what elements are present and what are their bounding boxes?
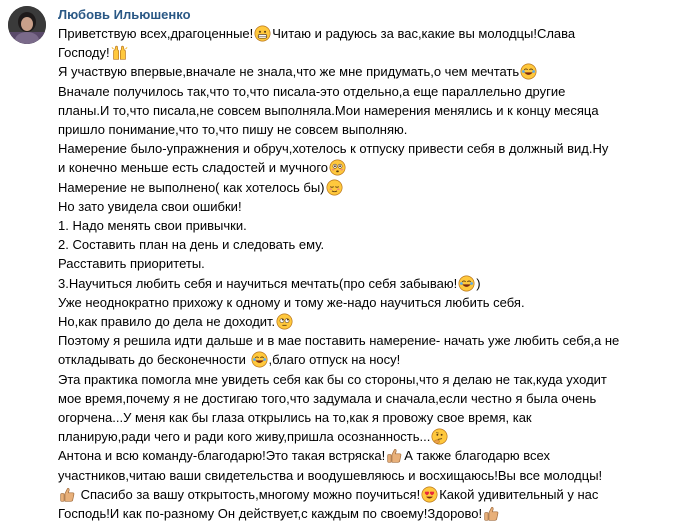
post-line [58, 101, 683, 120]
post-line [58, 370, 683, 389]
post-text-segment: Какой удивительный у нас [439, 486, 599, 502]
post-line [58, 120, 683, 139]
post-text-segment: Приветствую всех,драгоценные! [58, 26, 254, 41]
relieved-emoji-icon [326, 179, 343, 196]
post-line [58, 312, 683, 331]
post-text-segment: мое время,почему я не достигаю того,что задумала и сначала,если честно я была очень [58, 390, 597, 406]
post-text-segment: Эта практика помогла мне увидеть себя как бы со стороны,что я делаю не так,куда уходит [58, 371, 607, 387]
post-line [58, 408, 683, 427]
avatar-photo [8, 6, 46, 44]
post-line [58, 139, 683, 158]
thumbs-up-emoji-icon [386, 447, 403, 464]
thumbs-up-emoji-icon [483, 505, 500, 522]
post-text-segment: Намерение не выполнено( как хотелось бы) [58, 179, 325, 195]
post-text-segment: планирую,ради чего и ради кого живу,пришла осознанность... [58, 429, 431, 445]
author-name[interactable]: Любовь Ильюшенко [58, 7, 191, 22]
post-text-segment: пришло понимание,что то,что пишу не совсем выполняю. [58, 122, 408, 138]
grin-emoji-icon [254, 25, 271, 42]
post-text-segment: участников,читаю ваши свидетельства и воодушевляюсь и восхищаюсь!Вы все молодцы! [58, 467, 603, 483]
post-text-segment: ,благо отпуск на носу! [268, 352, 401, 368]
thinking-emoji-icon [431, 428, 448, 445]
post-text-segment: 2. Составить план на день и следовать ему. [58, 237, 325, 253]
post-text-segment: А также благодарю всех [404, 448, 551, 464]
post-text-segment: Читаю и радуюсь за вас,какие вы молодцы!Слава [272, 26, 576, 41]
post-line [58, 197, 683, 216]
post-text-segment: Но зато увидела свои ошибки! [58, 198, 242, 214]
joy-emoji-icon [520, 63, 537, 80]
post-line [58, 24, 683, 43]
post-text-segment: 3.Научиться любить себя и научиться мечтать(про себя забываю! [58, 275, 458, 291]
post-text-segment: Но,как правило до дела не доходит. [58, 314, 276, 330]
post-line [58, 427, 683, 446]
post-line [58, 178, 683, 197]
post-text-segment: Вначале получилось так,что то,что писала-это отдельно,а еще параллельно другие [58, 83, 566, 99]
raised-hands-emoji-icon [111, 44, 128, 61]
post-text-segment: Спасибо за вашу открытость,многому можно поучиться! [77, 486, 421, 502]
post-text-segment: ) [476, 275, 481, 291]
thumbs-up-emoji-icon [59, 486, 76, 503]
post-text-segment: откладывать до бесконечности [58, 352, 250, 368]
post-text-segment: Уже неоднократно прихожу к одному и тому же-надо научиться любить себя. [58, 294, 525, 310]
post-text [58, 24, 683, 523]
rolling-eyes-emoji-icon [276, 313, 293, 330]
post-text-segment: планы.И то,что писала,не совсем выполняла.Мои намерения менялись и к концу месяца [58, 102, 599, 118]
post-line [58, 62, 683, 81]
post-line [58, 235, 683, 254]
post-line [58, 82, 683, 101]
post-text-segment: Я участвую впервые,вначале не знала,что же мне придумать,о чем мечтать [58, 64, 520, 80]
post-line [58, 331, 683, 350]
post-line [58, 254, 683, 273]
author-avatar[interactable] [8, 6, 46, 44]
flushed-emoji-icon [329, 159, 346, 176]
post-line [58, 216, 683, 235]
joy-emoji-icon [458, 275, 475, 292]
post-text-segment: Господь!И как по-разному Он действует,с каждым по своему!Здорово! [58, 506, 483, 522]
post-line [58, 446, 683, 465]
post-text-segment: Поэтому я решила идти дальше и в мае поставить намерение- начать уже любить себя,а не [58, 333, 620, 349]
post-line [58, 485, 683, 504]
joy-emoji-icon [251, 351, 268, 368]
post-text-segment: Антона и всю команду-благодарю!Это такая встряска! [58, 448, 386, 464]
post-line [58, 158, 683, 177]
post-text-segment: Господу! [58, 45, 110, 61]
post-text-segment: Намерение было-упражнения и обруч,хотелось к отпуску привести себя в должный вид.Ну [58, 141, 609, 157]
post-line [58, 504, 683, 523]
post-line [58, 350, 683, 369]
post-text-segment: огорчена...У меня как бы глаза открылись на то,как я провожу свое время, как [58, 410, 532, 426]
post-line [58, 43, 683, 62]
heart-eyes-emoji-icon [421, 486, 438, 503]
post-line [58, 389, 683, 408]
post-text-segment: 1. Надо менять свои привычки. [58, 218, 247, 234]
post-line [58, 274, 683, 293]
post-line [58, 466, 683, 485]
post-text-segment: и конечно меньше есть сладостей и мучного [58, 160, 329, 176]
post-text-segment: Расставить приоритеты. [58, 256, 205, 272]
post-line [58, 293, 683, 312]
